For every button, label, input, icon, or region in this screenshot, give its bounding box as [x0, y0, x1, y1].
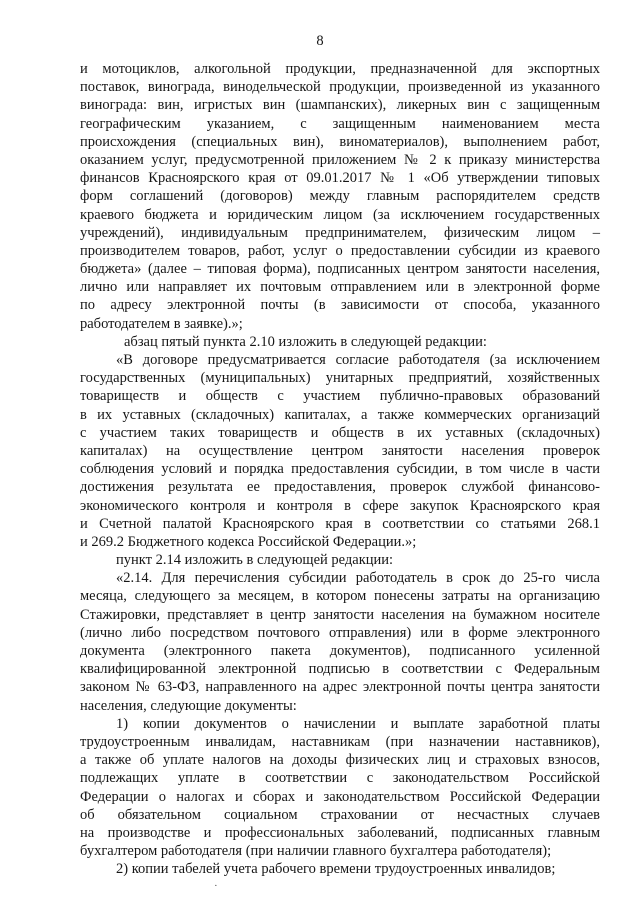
text-line: географическим указанием, с защищенным наименованием места [80, 115, 600, 132]
text-line: товариществ и обществ с участием публично-правовых образований [80, 388, 600, 405]
text-line: на производстве и профессиональных заболеваний, подписанных главным [80, 824, 600, 841]
text-line: соблюдения условий и порядка предоставления субсидии, в том числе в части [80, 461, 600, 478]
text-line: 2) копии табелей учета рабочего времени трудоустроенных инвалидов; [116, 861, 556, 878]
text-line: законом № 63-ФЗ, направленного на адрес электронной почты центра занятости [80, 679, 600, 696]
text-line: учреждений), индивидуальным предпринимателем, физическим лицом – [80, 224, 600, 241]
text-line: бухгалтером работодателя (при наличии главного бухгалтера работодателя); [80, 843, 552, 860]
text-line: оказанием услуг, предусмотренной приложением № 2 к приказу министерства [80, 151, 600, 168]
text-line: абзац пятый пункта 2.10 изложить в следующей редакции: [124, 333, 487, 350]
text-line: по адресу электронной почты (в зависимости от способа, указанного [80, 297, 600, 314]
text-line: и Счетной палатой Красноярского края в соответствии со статьями 268.1 [80, 515, 600, 532]
text-line: «2.14. Для перечисления субсидии работодатель в срок до 25-го числа [116, 570, 600, 587]
text-line: квалифицированной электронной подписью в соответствии с Федеральным [80, 661, 600, 678]
text-line: достижения результата ее предоставления, проверок службой финансово- [80, 479, 600, 496]
text-line: документа (электронного пакета документов), подписанного усиленной [80, 643, 600, 659]
text-line: трудоустроенным инвалидам, наставникам (при назначении наставников), [80, 733, 600, 750]
text-line: и мотоциклов, алкогольной продукции, предназначенной для экспортных [80, 61, 600, 77]
text-line: бюджета» (далее – типовая форма), подписанных центром занятости населения, [80, 261, 600, 278]
text-line: а также об уплате налогов на доходы физических лиц и страховых взносов, [80, 752, 600, 769]
text-line: экономического контроля и контроля в сфере закупок Красноярского края [80, 497, 600, 514]
text-line: (лично либо посредством почтового отправления) или в форме электронного [80, 624, 600, 641]
text-line: поставок, винограда, винодельческой продукции, произведенной из указанного [80, 79, 600, 96]
text-line: Федерации о налогах и сборах и законодательством Российской Федерации [80, 788, 600, 805]
text-line: 1) копии документов о начислении и выплате заработной платы [116, 715, 600, 732]
text-line: «В договоре предусматривается согласие работодателя (за исключением [116, 352, 600, 368]
text-line: в их уставных (складочных) капиталах, а также коммерческих организаций [80, 406, 600, 423]
text-line: об обязательном социальном страховании от несчастных случаев [80, 806, 600, 823]
text-line: пункт 2.14 изложить в следующей редакции: [116, 552, 394, 569]
page-number: 8 [316, 33, 324, 49]
text-line: капиталах) на осуществление центром занятости населения проверок [80, 442, 600, 459]
text-line: Стажировки, представляет в центр занятости населения на бумажном носителе [80, 606, 600, 623]
text-line: месяца, следующего за месяцем, в котором понесены затраты на организацию [80, 588, 600, 605]
text-line: и 269.2 Бюджетного кодекса Российской Федерации.»; [80, 533, 417, 550]
text-line: работодателем в заявке).»; [80, 315, 243, 332]
text-line: форм соглашений (договоров) между главным распорядителем средств [80, 188, 600, 205]
text-line: лично или направляет их почтовым отправлением или в электронной форме [80, 279, 600, 296]
text-line: производителем товаров, работ, услуг о предоставлении субсидии из краевого [80, 242, 600, 259]
text-line: происхождения (специальных вин), виноматериалов), выполнением работ, [80, 133, 600, 150]
text-line: населения, следующие документы: [80, 697, 297, 714]
text-line: государственных (муниципальных) унитарных предприятий, хозяйственных [80, 370, 600, 387]
text-line: с участием таких товариществ и обществ в их уставных (складочных) [80, 424, 600, 441]
text-line: финансов Красноярского края от 09.01.2017 № 1 «Об утверждении типовых [80, 170, 600, 187]
text-line: винограда: вин, игристых вин (шампанских), ликерных вин с защищенным [80, 97, 600, 114]
document-body [80, 60, 600, 878]
text-line: краевого бюджета и юридическим лицом (за исключением государственных [80, 206, 600, 223]
margin-mark: · [214, 880, 218, 892]
text-line: подлежащих уплате в соответствии с законодательством Российской [80, 770, 600, 787]
